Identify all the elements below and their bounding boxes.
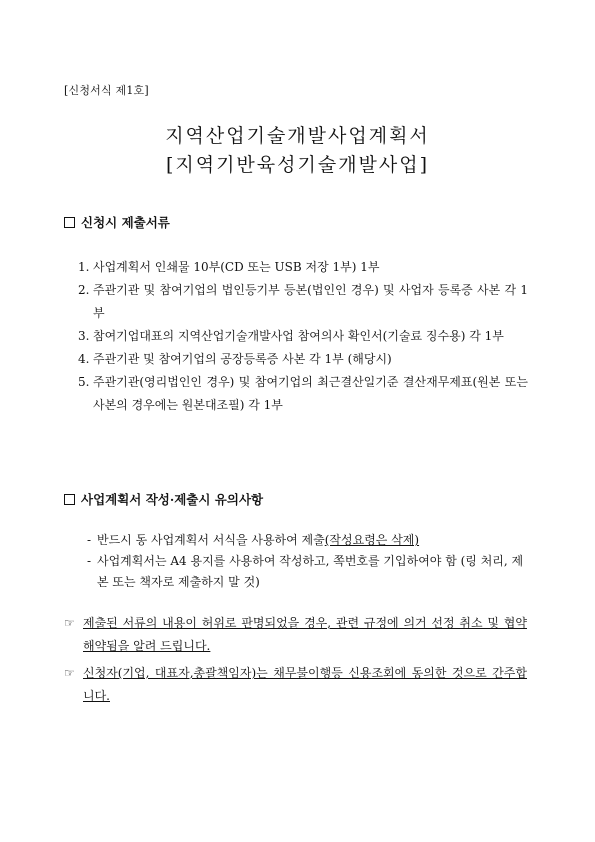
note-text: 반드시 동 사업계획서 서식을 사용하여 제출 xyxy=(97,533,325,547)
item-text xyxy=(97,530,527,551)
item-number: 2. xyxy=(78,283,90,297)
item-text: 사업계획서 인쇄물 10부(CD 또는 USB 저장 1부) 1부 xyxy=(93,260,380,274)
section-heading-documents xyxy=(64,213,170,231)
required-documents-list xyxy=(78,256,528,417)
pointing-hand-icon: ☞ xyxy=(64,666,75,680)
item-text: 사업계획서는 A4 용지를 사용하여 작성하고, 쪽번호를 기입하여야 함 (링 처리, 제본 또는 책자로 제출하지 말 것) xyxy=(97,554,524,589)
item-number: 5. xyxy=(78,375,90,389)
document-subtitle: [지역기반육성기술개발사업] xyxy=(165,154,430,176)
checkbox-icon xyxy=(64,217,75,228)
list-item xyxy=(87,551,527,593)
form-label: [신청서식 제1호] xyxy=(64,84,149,97)
list-item xyxy=(87,530,527,551)
item-text: 주관기관(영리법인인 경우) 및 참여기업의 최근결산일기준 결산재무제표(원본 또는 사본의 경우에는 원본대조필) 각 1부 xyxy=(93,375,528,412)
item-text: 주관기관 및 참여기업의 법인등기부 등본(법인인 경우) 및 사업자 등록증 사본 각 1부 xyxy=(93,283,528,320)
item-text: 주관기관 및 참여기업의 공장등록증 사본 각 1부 (해당시) xyxy=(93,352,392,366)
notice-credit-check xyxy=(64,662,527,708)
dash-bullet: - xyxy=(87,533,92,547)
note-underlined-text: (작성요령은 삭제) xyxy=(324,533,420,547)
item-number: 3. xyxy=(78,329,90,343)
pointing-hand-icon: ☞ xyxy=(64,616,75,630)
dash-bullet: - xyxy=(87,554,92,568)
item-number: 4. xyxy=(78,352,90,366)
section-heading-notes xyxy=(64,490,263,508)
list-item xyxy=(78,371,528,417)
list-item xyxy=(78,256,528,279)
checkbox-icon xyxy=(64,494,75,505)
item-number: 1. xyxy=(78,260,90,274)
section-heading-label: 사업계획서 작성·제출시 유의사항 xyxy=(81,492,264,507)
list-item xyxy=(78,279,528,325)
notice-text: 신청자(기업, 대표자,총괄책임자)는 채무불이행등 신용조회에 동의한 것으로 간주합니다. xyxy=(83,666,527,703)
item-text: 참여기업대표의 지역산업기술개발사업 참여의사 확인서(기술료 징수용) 각 1부 xyxy=(93,329,504,343)
notice-text: 제출된 서류의 내용이 허위로 판명되었을 경우, 관련 규정에 의거 선정 취소 및 협약 해약됨을 알려 드립니다. xyxy=(83,616,527,653)
list-item xyxy=(78,325,528,348)
list-item xyxy=(78,348,528,371)
notes-list xyxy=(87,530,527,593)
document-title: 지역산업기술개발사업계획서 xyxy=(165,125,430,147)
notice-false-documents xyxy=(64,612,527,658)
section-heading-label: 신청시 제출서류 xyxy=(81,215,170,230)
